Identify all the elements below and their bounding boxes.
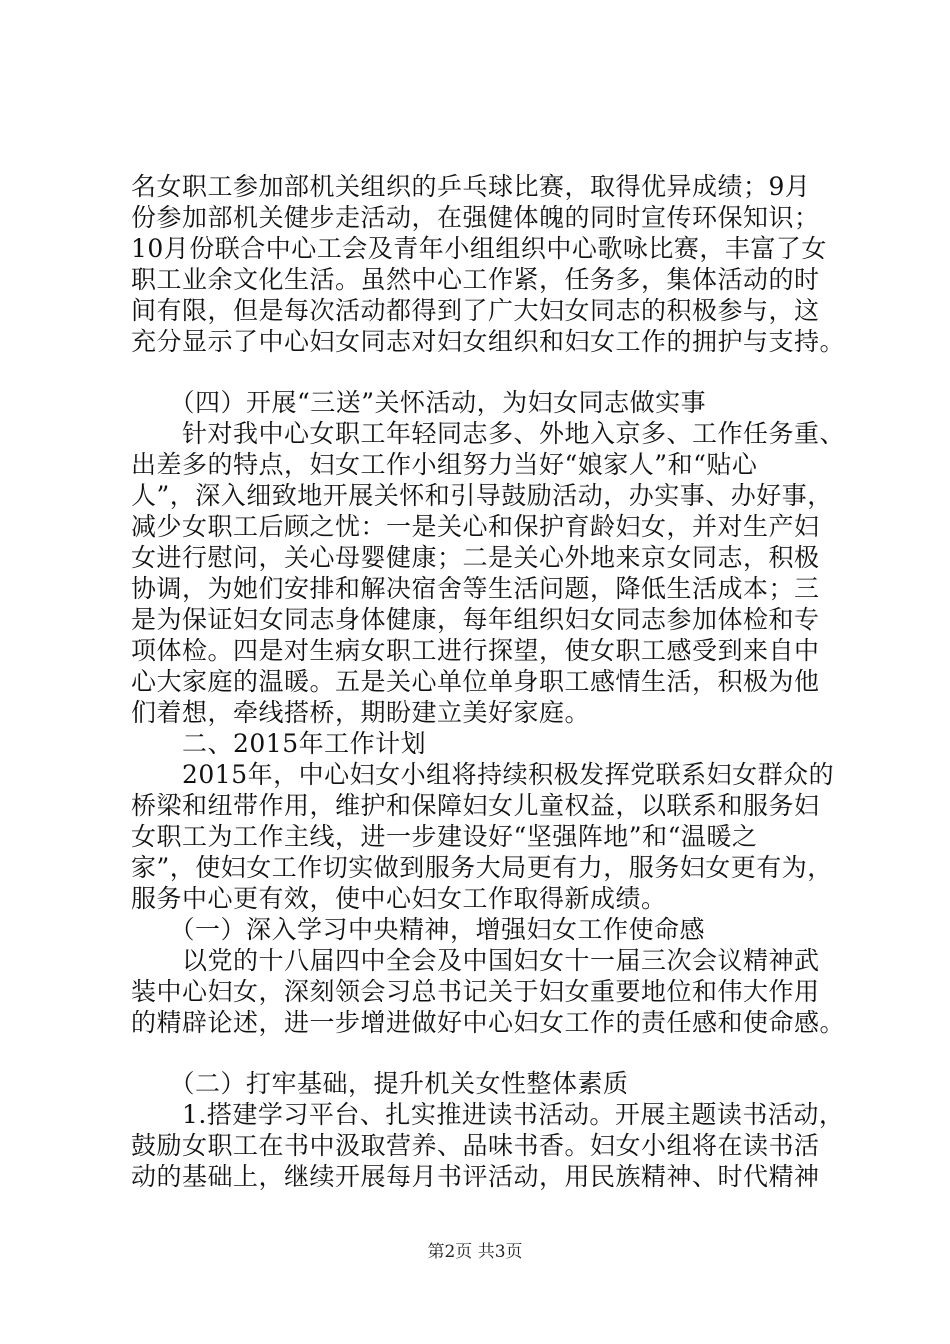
paragraph-gap (131, 1038, 831, 1068)
body-line: 2015年，中心妇女小组将持续积极发挥党联系妇女群众的 (131, 760, 835, 789)
body-line: 协调，为她们安排和解决宿舍等生活问题，降低生活成本；三 (131, 574, 820, 603)
section-heading: （四）开展“三送”关怀活动，为妇女同志做实事 (131, 388, 707, 417)
body-line: 桥梁和纽带作用，维护和保障妇女儿童权益，以联系和服务妇 (131, 791, 820, 820)
body-line: 10月份联合中心工会及青年小组组织中心歌咏比赛，丰富了女 (131, 234, 827, 263)
body-line: 女职工为工作主线，进一步建设好“坚强阵地”和“温暖之 (131, 822, 758, 851)
body-line: 服务中心更有效，使中心妇女工作取得新成绩。 (131, 884, 667, 913)
body-line: 项体检。四是对生病女职工进行探望，使女职工感受到来自中 (131, 636, 820, 665)
body-line: 1.搭建学习平台、扎实推进读书活动。开展主题读书活动， (131, 1100, 845, 1129)
body-line: 鼓励女职工在书中汲取营养、品味书香。妇女小组将在读书活 (131, 1131, 820, 1160)
body-line: 名女职工参加部机关组织的乒乓球比赛，取得优异成绩；9月 (131, 172, 811, 201)
body-line: 动的基础上，继续开展每月书评活动，用民族精神、时代精神 (131, 1162, 820, 1191)
section-heading: 二、2015年工作计划 (131, 729, 427, 758)
body-line: 间有限，但是每次活动都得到了广大妇女同志的积极参与，这 (131, 296, 820, 325)
body-line: 们着想，牵线搭桥，期盼建立美好家庭。 (131, 698, 591, 727)
page-footer: 第2页 共3页 (427, 1242, 523, 1262)
body-line: 职工业余文化生活。虽然中心工作紧，任务多，集体活动的时 (131, 265, 820, 294)
body-line: 减少女职工后顾之忧：一是关心和保护育龄妇女，并对生产妇 (131, 512, 820, 541)
body-line: 针对我中心女职工年轻同志多、外地入京多、工作任务重、 (131, 419, 846, 448)
body-line: 心大家庭的温暖。五是关心单位单身职工感情生活，积极为他 (131, 667, 820, 696)
paragraph-gap (131, 357, 831, 387)
body-line: 装中心妇女，深刻领会习总书记关于妇女重要地位和伟大作用 (131, 977, 820, 1006)
document-body (131, 171, 846, 1192)
body-line: 充分显示了中心妇女同志对妇女组织和妇女工作的拥护与支持。 (131, 327, 846, 356)
section-heading: （一）深入学习中央精神，增强妇女工作使命感 (131, 915, 706, 944)
section-heading: （二）打牢基础，提升机关女性整体素质 (131, 1069, 629, 1098)
body-line: 是为保证妇女同志身体健康，每年组织妇女同志参加体检和专 (131, 605, 820, 634)
body-line: 女进行慰问，关心母婴健康；二是关心外地来京女同志，积极 (131, 543, 820, 572)
body-line: 家”，使妇女工作切实做到服务大局更有力，服务妇女更有为， (131, 853, 833, 882)
body-line: 人”，深入细致地开展关怀和引导鼓励活动，办实事、办好事， (131, 481, 833, 510)
body-line: 出差多的特点，妇女工作小组努力当好“娘家人”和“贴心 (131, 450, 758, 479)
body-line: 以党的十八届四中全会及中国妇女十一届三次会议精神武 (131, 946, 820, 975)
body-line: 的精辟论述，进一步增进做好中心妇女工作的责任感和使命感。 (131, 1008, 846, 1037)
body-line: 份参加部机关健步走活动，在强健体魄的同时宣传环保知识； (131, 203, 820, 232)
